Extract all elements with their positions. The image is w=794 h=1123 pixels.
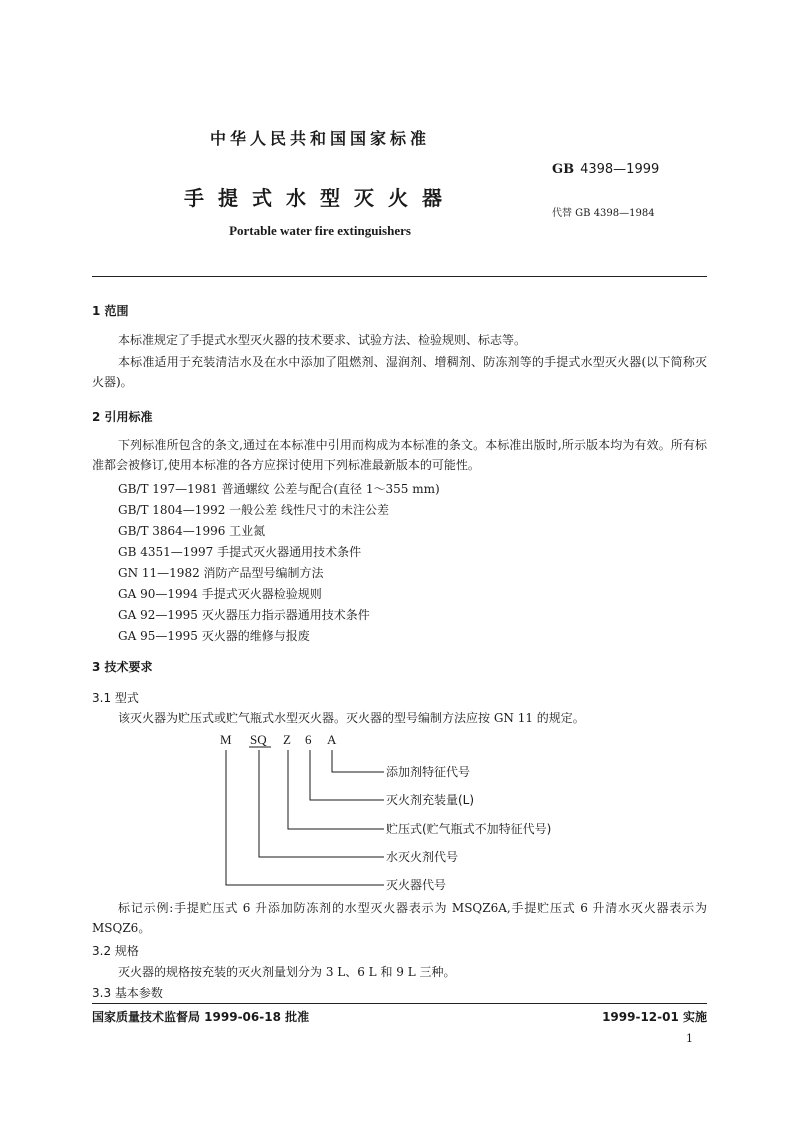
model-part-SQ: SQ bbox=[250, 732, 267, 747]
connector-line-Z bbox=[288, 750, 384, 829]
connector-line-A bbox=[332, 750, 384, 772]
reference-item: GB 4351—1997 手提式灭火器通用技术条件 bbox=[118, 545, 362, 559]
section-1-heading: 1 范围 bbox=[92, 304, 129, 318]
footer-divider bbox=[92, 1003, 707, 1004]
english-title: Portable water fire extinguishers bbox=[229, 223, 411, 238]
page-number: 1 bbox=[686, 1032, 693, 1045]
model-label: 贮压式(贮气瓶式不加特征代号) bbox=[386, 822, 552, 836]
code-number: 4398—1999 bbox=[580, 162, 660, 177]
section-2-paragraph: 下列标准所包含的条文,通过在本标准中引用而构成为本标准的条文。本标准出版时,所示版本均为有效。所有标准都会被修订,使用本标准的各方应探讨使用下列标准最新版本的可能性。 bbox=[92, 438, 707, 472]
connector-line-SQ bbox=[259, 750, 384, 857]
model-part-M: M bbox=[220, 732, 232, 747]
section-3-1-example: 标记示例:手提贮压式 6 升添加防冻剂的水型灭火器表示为 MSQZ6A,手提贮压式 6 升清水灭火器表示为 MSQZ6。 bbox=[92, 901, 707, 935]
model-label: 灭火剂充装量(L) bbox=[386, 793, 475, 807]
model-label: 添加剂特征代号 bbox=[386, 765, 471, 779]
reference-item: GA 95—1995 灭火器的维修与报废 bbox=[118, 629, 310, 643]
model-label: 灭火器代号 bbox=[386, 878, 447, 892]
effective-date: 1999-12-01 实施 bbox=[602, 1010, 707, 1024]
reference-item: GB/T 3864—1996 工业氮 bbox=[118, 524, 266, 538]
connector-line-6 bbox=[310, 750, 384, 800]
model-part-Z: Z bbox=[283, 732, 291, 747]
section-2-heading: 2 引用标准 bbox=[92, 410, 153, 424]
section-3-2-paragraph: 灭火器的规格按充装的灭火剂量划分为 3 L、6 L 和 9 L 三种。 bbox=[118, 965, 456, 979]
approval-line: 国家质量技术监督局 1999-06-18 批准 bbox=[92, 1010, 310, 1024]
national-standard-heading: 中华人民共和国国家标准 bbox=[209, 129, 430, 148]
reference-item: GN 11—1982 消防产品型号编制方法 bbox=[118, 566, 324, 580]
section-1-paragraph-1: 本标准规定了手提式水型灭火器的技术要求、试验方法、检验规则、标志等。 bbox=[118, 333, 527, 347]
section-3-heading: 3 技术要求 bbox=[92, 660, 153, 674]
page-title: 手提式水型灭火器 bbox=[184, 186, 456, 210]
model-label: 水灭火剂代号 bbox=[386, 850, 459, 864]
section-3-1-heading: 3.1 型式 bbox=[92, 691, 139, 705]
replaces-note: 代替 GB 4398—1984 bbox=[552, 208, 655, 219]
section-1-paragraph-2: 本标准适用于充装清洁水及在水中添加了阻燃剂、湿润剂、增稠剂、防冻剂等的手提式水型灭火器(以下简称灭火器)。 bbox=[92, 355, 707, 389]
model-part-A: A bbox=[327, 732, 337, 747]
reference-item: GA 90—1994 手提式灭火器检验规则 bbox=[118, 587, 322, 601]
model-part-6: 6 bbox=[305, 732, 312, 747]
section-3-2-heading: 3.2 规格 bbox=[92, 944, 139, 958]
reference-item: GB/T 1804—1992 一般公差 线性尺寸的未注公差 bbox=[118, 503, 389, 517]
code-prefix: GB bbox=[552, 162, 575, 177]
connector-line-M bbox=[226, 750, 384, 885]
reference-item: GB/T 197—1981 普通螺纹 公差与配合(直径 1～355 mm) bbox=[118, 482, 440, 496]
section-3-1-paragraph: 该灭火器为贮压式或贮气瓶式水型灭火器。灭火器的型号编制方法应按 GN 11 的规定。 bbox=[118, 711, 585, 725]
section-3-3-heading: 3.3 基本参数 bbox=[92, 986, 163, 1000]
reference-item: GA 92—1995 灭火器压力指示器通用技术条件 bbox=[118, 608, 370, 622]
